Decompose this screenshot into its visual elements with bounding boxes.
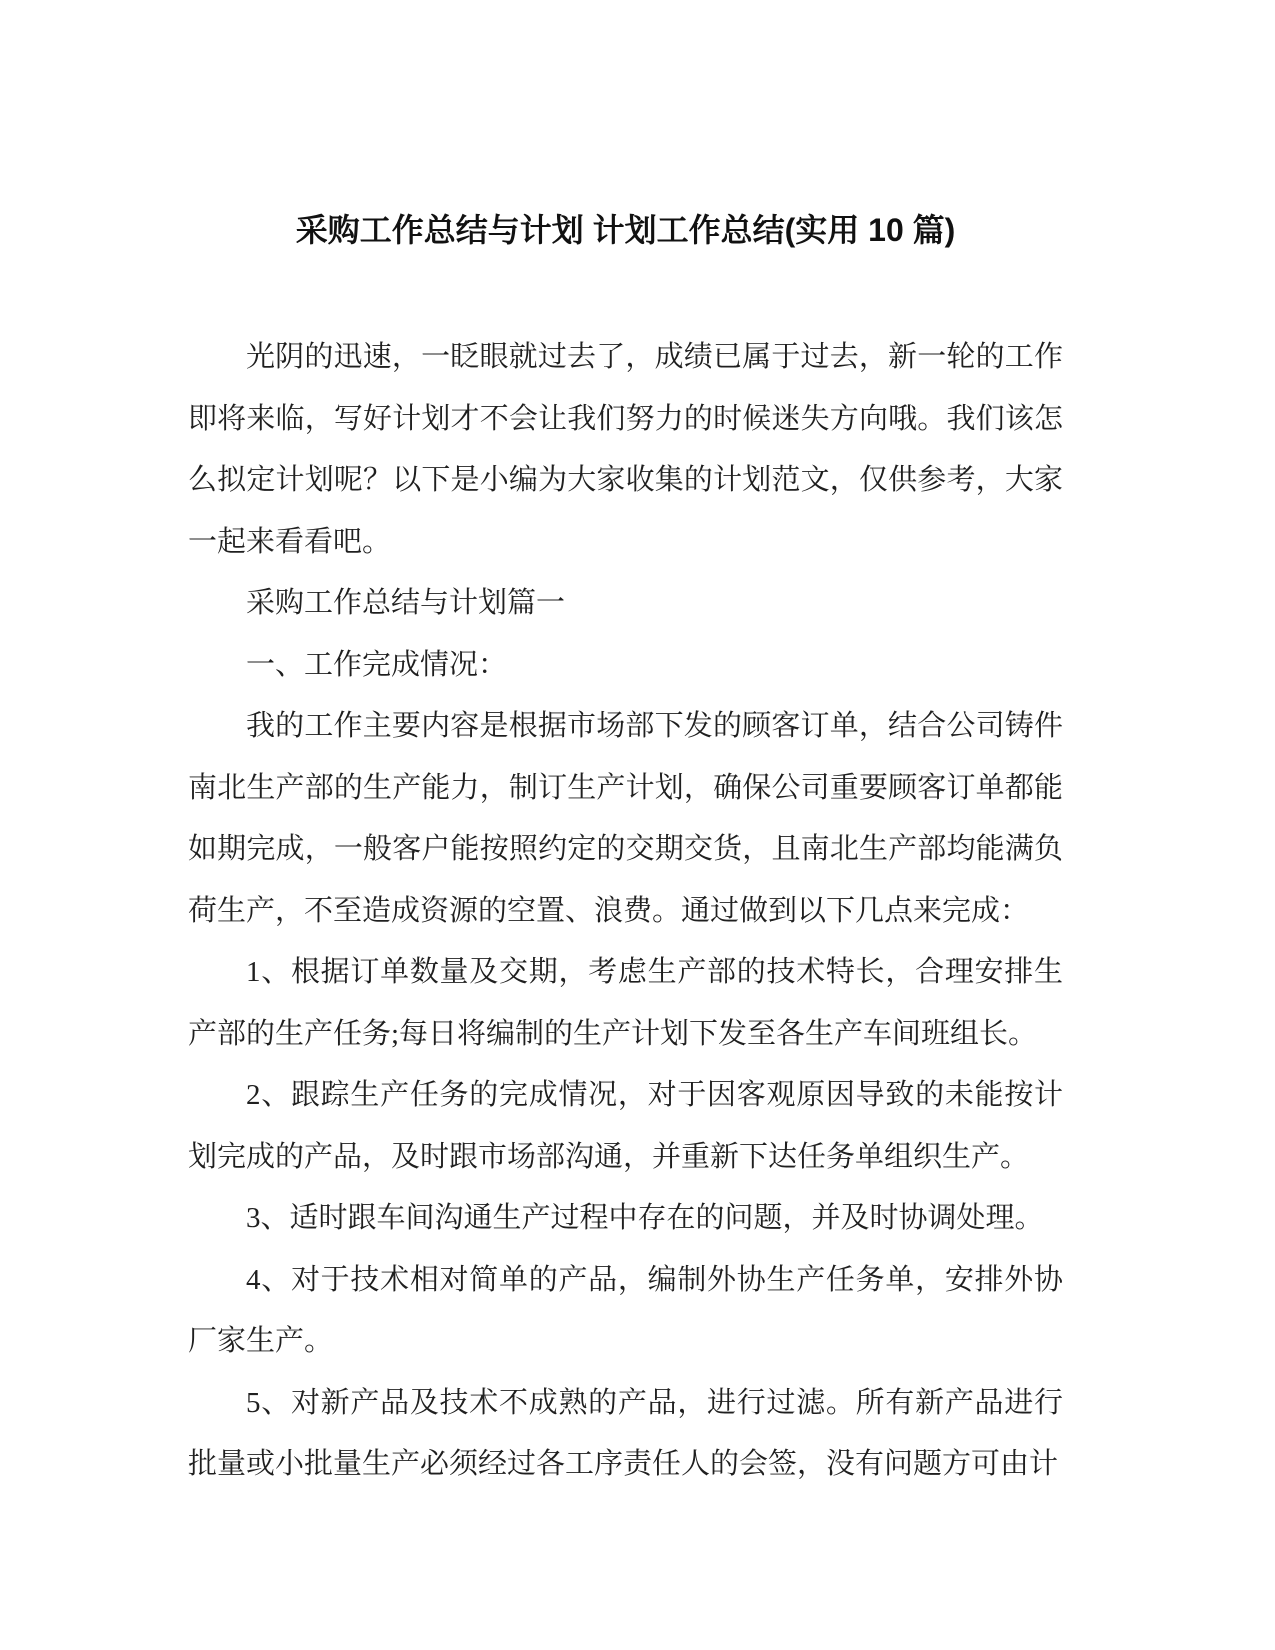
paragraph-section-heading: 采购工作总结与计划篇一 xyxy=(246,587,566,619)
paragraph-item-1: 1、根据订单数量及交期，考虑生产部的技术特长，合理安排生产部的生产任务;每日将编制的生产计划下发至各生产车间班组长。 xyxy=(188,956,1063,1050)
paragraph-subheading: 一、工作完成情况： xyxy=(246,648,508,681)
paragraph-item-2: 2、跟踪生产任务的完成情况，对于因客观原因导致的未能按计划完成的产品，及时跟市场部沟通，并重新下达任务单组织生产。 xyxy=(188,1079,1063,1173)
document-title: 采购工作总结与计划 计划工作总结(实用 10 篇) xyxy=(295,212,956,248)
paragraph-item-4: 4、对于技术相对简单的产品，编制外协生产任务单，安排外协厂家生产。 xyxy=(188,1263,1063,1357)
paragraph-overview: 我的工作主要内容是根据市场部下发的顾客订单，结合公司铸件南北生产部的生产能力，制订生产计划，确保公司重要顾客订单都能如期完成，一般客户能按照约定的交期交货，且南北生产部均能满负荷生产，不至造成资源的空置、浪费。通过做到以下几点来完成： xyxy=(188,710,1063,927)
paragraph-item-5: 5、对新产品及技术不成熟的产品，进行过滤。所有新产品进行批量或小批量生产必须经过各工序责任人的会签，没有问题方可由计 xyxy=(188,1386,1063,1480)
document-content xyxy=(188,200,1063,1496)
paragraph-intro: 光阴的迅速，一眨眼就过去了，成绩已属于过去，新一轮的工作即将来临，写好计划才不会让我们努力的时候迷失方向哦。我们该怎么拟定计划呢？以下是小编为大家收集的计划范文，仅供参考，大家一起来看看吧。 xyxy=(188,341,1063,558)
document-body xyxy=(188,327,1063,1496)
paragraph-item-3: 3、适时跟车间沟通生产过程中存在的问题，并及时协调处理。 xyxy=(246,1202,1044,1234)
